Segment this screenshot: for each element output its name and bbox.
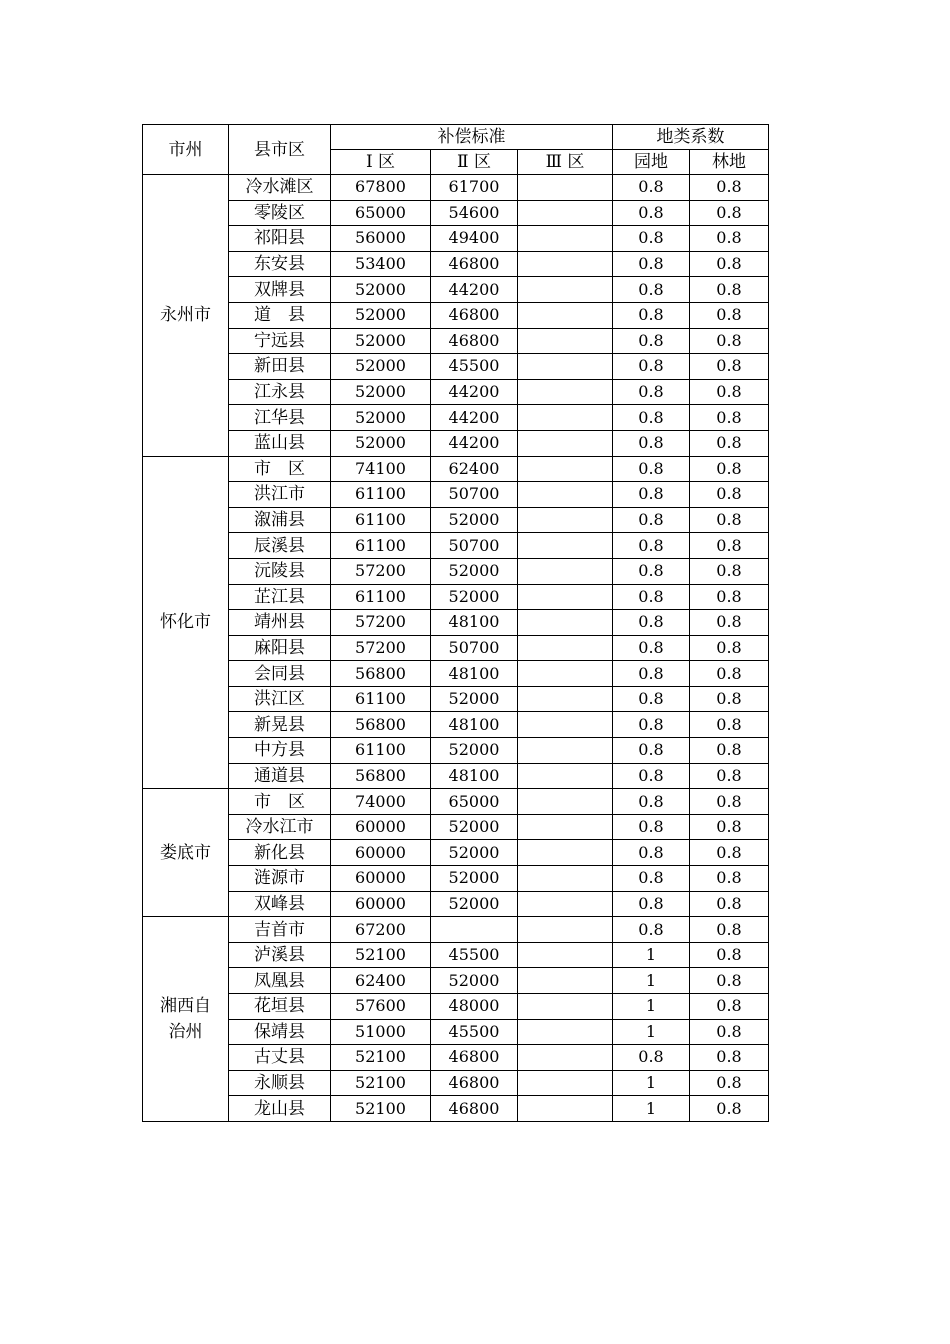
- orchard-coef: 0.8: [613, 584, 690, 610]
- forest-coef: 0.8: [690, 1096, 769, 1122]
- table-row: [143, 558, 769, 584]
- county-cell: 新晃县: [229, 712, 331, 738]
- zone1-value: 60000: [331, 840, 431, 866]
- table-row: [143, 379, 769, 405]
- forest-coef: 0.8: [690, 430, 769, 456]
- zone3-value: [518, 226, 613, 252]
- zone2-value: 52000: [431, 891, 518, 917]
- zone3-value: [518, 507, 613, 533]
- county-cell: 靖州县: [229, 610, 331, 636]
- table-row: [143, 1096, 769, 1122]
- table-row: [143, 610, 769, 636]
- zone3-value: [518, 277, 613, 303]
- orchard-coef: 1: [613, 1019, 690, 1045]
- county-cell: 吉首市: [229, 917, 331, 943]
- county-cell: 通道县: [229, 763, 331, 789]
- zone1-value: 61100: [331, 738, 431, 764]
- zone1-value: 56800: [331, 661, 431, 687]
- zone2-value: 50700: [431, 482, 518, 508]
- orchard-coef: 0.8: [613, 302, 690, 328]
- zone1-value: 56000: [331, 226, 431, 252]
- county-cell: 新田县: [229, 354, 331, 380]
- zone2-value: 52000: [431, 968, 518, 994]
- zone3-value: [518, 175, 613, 201]
- forest-coef: 0.8: [690, 200, 769, 226]
- forest-coef: 0.8: [690, 994, 769, 1020]
- orchard-coef: 1: [613, 994, 690, 1020]
- table-row: [143, 840, 769, 866]
- table-row: [143, 328, 769, 354]
- table-row: [143, 482, 769, 508]
- orchard-coef: 1: [613, 968, 690, 994]
- zone1-value: 52000: [331, 302, 431, 328]
- zone2-value: 52000: [431, 686, 518, 712]
- table-row: [143, 866, 769, 892]
- zone3-value: [518, 738, 613, 764]
- zone3-value: [518, 379, 613, 405]
- zone1-value: 52100: [331, 1070, 431, 1096]
- zone3-value: [518, 354, 613, 380]
- zone1-value: 52000: [331, 379, 431, 405]
- forest-coef: 0.8: [690, 277, 769, 303]
- city-cell: 湘西自治州: [143, 917, 229, 1122]
- forest-coef: 0.8: [690, 866, 769, 892]
- zone1-value: 67800: [331, 175, 431, 201]
- zone2-value: 61700: [431, 175, 518, 201]
- zone2-value: 44200: [431, 277, 518, 303]
- zone3-value: [518, 1096, 613, 1122]
- zone1-value: 52000: [331, 277, 431, 303]
- zone1-value: 57200: [331, 610, 431, 636]
- zone3-value: [518, 610, 613, 636]
- forest-coef: 0.8: [690, 558, 769, 584]
- zone1-value: 53400: [331, 251, 431, 277]
- zone2-value: 44200: [431, 379, 518, 405]
- orchard-coef: 0.8: [613, 482, 690, 508]
- zone2-value: 48100: [431, 763, 518, 789]
- zone2-value: 46800: [431, 328, 518, 354]
- zone3-value: [518, 405, 613, 431]
- zone3-value: [518, 456, 613, 482]
- header-compensation: 补偿标准: [331, 125, 613, 150]
- zone3-value: [518, 763, 613, 789]
- forest-coef: 0.8: [690, 712, 769, 738]
- zone2-value: 54600: [431, 200, 518, 226]
- orchard-coef: 0.8: [613, 738, 690, 764]
- table-row: [143, 661, 769, 687]
- header-orchard: 园地: [613, 150, 690, 175]
- forest-coef: 0.8: [690, 456, 769, 482]
- forest-coef: 0.8: [690, 635, 769, 661]
- forest-coef: 0.8: [690, 354, 769, 380]
- table-row: [143, 584, 769, 610]
- zone1-value: 57200: [331, 635, 431, 661]
- zone2-value: 52000: [431, 738, 518, 764]
- county-cell: 沅陵县: [229, 558, 331, 584]
- table-row: [143, 917, 769, 943]
- table-row: [143, 686, 769, 712]
- table-row: [143, 175, 769, 201]
- zone2-value: 45500: [431, 354, 518, 380]
- zone3-value: [518, 328, 613, 354]
- zone1-value: 52000: [331, 405, 431, 431]
- orchard-coef: 0.8: [613, 379, 690, 405]
- zone2-value: 50700: [431, 533, 518, 559]
- orchard-coef: 0.8: [613, 686, 690, 712]
- zone1-value: 57600: [331, 994, 431, 1020]
- orchard-coef: 0.8: [613, 405, 690, 431]
- orchard-coef: 0.8: [613, 175, 690, 201]
- zone2-value: 52000: [431, 814, 518, 840]
- table-row: [143, 277, 769, 303]
- zone2-value: 46800: [431, 302, 518, 328]
- zone2-value: 52000: [431, 507, 518, 533]
- county-cell: 零陵区: [229, 200, 331, 226]
- orchard-coef: 0.8: [613, 789, 690, 815]
- zone1-value: 61100: [331, 686, 431, 712]
- zone2-value: 48100: [431, 610, 518, 636]
- forest-coef: 0.8: [690, 226, 769, 252]
- county-cell: 蓝山县: [229, 430, 331, 456]
- zone1-value: 60000: [331, 814, 431, 840]
- orchard-coef: 0.8: [613, 558, 690, 584]
- forest-coef: 0.8: [690, 763, 769, 789]
- county-cell: 凤凰县: [229, 968, 331, 994]
- zone3-value: [518, 942, 613, 968]
- zone1-value: 56800: [331, 763, 431, 789]
- forest-coef: 0.8: [690, 942, 769, 968]
- header-coefficient: 地类系数: [613, 125, 769, 150]
- county-cell: 涟源市: [229, 866, 331, 892]
- county-cell: 芷江县: [229, 584, 331, 610]
- forest-coef: 0.8: [690, 814, 769, 840]
- county-cell: 道 县: [229, 302, 331, 328]
- orchard-coef: 0.8: [613, 866, 690, 892]
- city-cell: 永州市: [143, 175, 229, 457]
- orchard-coef: 0.8: [613, 251, 690, 277]
- zone3-value: [518, 1070, 613, 1096]
- zone2-value: 48000: [431, 994, 518, 1020]
- orchard-coef: 0.8: [613, 277, 690, 303]
- zone3-value: [518, 840, 613, 866]
- forest-coef: 0.8: [690, 328, 769, 354]
- county-cell: 古丈县: [229, 1045, 331, 1071]
- table-row: [143, 763, 769, 789]
- county-cell: 溆浦县: [229, 507, 331, 533]
- zone2-value: 50700: [431, 635, 518, 661]
- county-cell: 龙山县: [229, 1096, 331, 1122]
- county-cell: 洪江区: [229, 686, 331, 712]
- orchard-coef: 0.8: [613, 354, 690, 380]
- zone1-value: 61100: [331, 584, 431, 610]
- header-zone-3: Ⅲ 区: [518, 150, 613, 175]
- forest-coef: 0.8: [690, 175, 769, 201]
- compensation-table: [142, 124, 769, 1122]
- zone2-value: 49400: [431, 226, 518, 252]
- orchard-coef: 0.8: [613, 712, 690, 738]
- county-cell: 中方县: [229, 738, 331, 764]
- city-cell: 娄底市: [143, 789, 229, 917]
- orchard-coef: 0.8: [613, 840, 690, 866]
- orchard-coef: 1: [613, 1070, 690, 1096]
- table-row: [143, 635, 769, 661]
- orchard-coef: 0.8: [613, 814, 690, 840]
- zone3-value: [518, 302, 613, 328]
- zone2-value: 44200: [431, 405, 518, 431]
- zone3-value: [518, 533, 613, 559]
- zone3-value: [518, 917, 613, 943]
- zone2-value: 52000: [431, 840, 518, 866]
- county-cell: 麻阳县: [229, 635, 331, 661]
- zone2-value: 52000: [431, 584, 518, 610]
- county-cell: 永顺县: [229, 1070, 331, 1096]
- county-cell: 保靖县: [229, 1019, 331, 1045]
- orchard-coef: 0.8: [613, 635, 690, 661]
- zone1-value: 60000: [331, 866, 431, 892]
- table-row: [143, 994, 769, 1020]
- zone1-value: 61100: [331, 507, 431, 533]
- table-row: [143, 1045, 769, 1071]
- county-cell: 冷水滩区: [229, 175, 331, 201]
- forest-coef: 0.8: [690, 789, 769, 815]
- county-cell: 辰溪县: [229, 533, 331, 559]
- table-row: [143, 712, 769, 738]
- zone1-value: 52100: [331, 1045, 431, 1071]
- orchard-coef: 0.8: [613, 610, 690, 636]
- county-cell: 泸溪县: [229, 942, 331, 968]
- forest-coef: 0.8: [690, 968, 769, 994]
- forest-coef: 0.8: [690, 840, 769, 866]
- forest-coef: 0.8: [690, 917, 769, 943]
- forest-coef: 0.8: [690, 610, 769, 636]
- zone2-value: 44200: [431, 430, 518, 456]
- zone2-value: 48100: [431, 661, 518, 687]
- county-cell: 洪江市: [229, 482, 331, 508]
- zone1-value: 65000: [331, 200, 431, 226]
- orchard-coef: 0.8: [613, 891, 690, 917]
- forest-coef: 0.8: [690, 686, 769, 712]
- forest-coef: 0.8: [690, 251, 769, 277]
- county-cell: 双牌县: [229, 277, 331, 303]
- zone3-value: [518, 994, 613, 1020]
- table-row: [143, 738, 769, 764]
- zone1-value: 52000: [331, 354, 431, 380]
- table-row: [143, 942, 769, 968]
- county-cell: 东安县: [229, 251, 331, 277]
- zone2-value: 48100: [431, 712, 518, 738]
- county-cell: 双峰县: [229, 891, 331, 917]
- forest-coef: 0.8: [690, 661, 769, 687]
- zone2-value: 46800: [431, 1070, 518, 1096]
- table-row: [143, 456, 769, 482]
- forest-coef: 0.8: [690, 302, 769, 328]
- forest-coef: 0.8: [690, 738, 769, 764]
- orchard-coef: 0.8: [613, 328, 690, 354]
- forest-coef: 0.8: [690, 891, 769, 917]
- table-row: [143, 251, 769, 277]
- forest-coef: 0.8: [690, 1045, 769, 1071]
- zone1-value: 52100: [331, 942, 431, 968]
- zone1-value: 62400: [331, 968, 431, 994]
- table-row: [143, 354, 769, 380]
- orchard-coef: 0.8: [613, 200, 690, 226]
- county-cell: 宁远县: [229, 328, 331, 354]
- zone3-value: [518, 558, 613, 584]
- zone3-value: [518, 1019, 613, 1045]
- zone3-value: [518, 430, 613, 456]
- county-cell: 祁阳县: [229, 226, 331, 252]
- table-row: [143, 430, 769, 456]
- forest-coef: 0.8: [690, 533, 769, 559]
- table-row: [143, 1019, 769, 1045]
- zone1-value: 60000: [331, 891, 431, 917]
- orchard-coef: 0.8: [613, 661, 690, 687]
- forest-coef: 0.8: [690, 507, 769, 533]
- header-city: 市州: [143, 125, 229, 175]
- table-row: [143, 200, 769, 226]
- county-cell: 冷水江市: [229, 814, 331, 840]
- compensation-table-container: [142, 124, 769, 1122]
- zone3-value: [518, 814, 613, 840]
- orchard-coef: 1: [613, 1096, 690, 1122]
- zone3-value: [518, 1045, 613, 1071]
- county-cell: 市 区: [229, 789, 331, 815]
- header-forest: 林地: [690, 150, 769, 175]
- zone3-value: [518, 482, 613, 508]
- table-row: [143, 507, 769, 533]
- city-cell: 怀化市: [143, 456, 229, 789]
- zone2-value: 45500: [431, 1019, 518, 1045]
- orchard-coef: 0.8: [613, 507, 690, 533]
- county-cell: 花垣县: [229, 994, 331, 1020]
- header-county: 县市区: [229, 125, 331, 175]
- table-row: [143, 302, 769, 328]
- county-cell: 江永县: [229, 379, 331, 405]
- zone1-value: 61100: [331, 533, 431, 559]
- header-zone-2: Ⅱ 区: [431, 150, 518, 175]
- orchard-coef: 0.8: [613, 533, 690, 559]
- forest-coef: 0.8: [690, 405, 769, 431]
- zone2-value: 46800: [431, 251, 518, 277]
- forest-coef: 0.8: [690, 1070, 769, 1096]
- orchard-coef: 0.8: [613, 430, 690, 456]
- zone3-value: [518, 968, 613, 994]
- table-body: [143, 175, 769, 1122]
- zone1-value: 74100: [331, 456, 431, 482]
- zone2-value: 46800: [431, 1045, 518, 1071]
- zone2-value: 52000: [431, 558, 518, 584]
- zone3-value: [518, 635, 613, 661]
- county-cell: 新化县: [229, 840, 331, 866]
- table-row: [143, 891, 769, 917]
- zone3-value: [518, 251, 613, 277]
- county-cell: 市 区: [229, 456, 331, 482]
- zone3-value: [518, 686, 613, 712]
- zone3-value: [518, 866, 613, 892]
- zone2-value: 65000: [431, 789, 518, 815]
- table-row: [143, 533, 769, 559]
- table-row: [143, 968, 769, 994]
- zone3-value: [518, 891, 613, 917]
- county-cell: 会同县: [229, 661, 331, 687]
- zone1-value: 67200: [331, 917, 431, 943]
- table-row: [143, 226, 769, 252]
- zone1-value: 51000: [331, 1019, 431, 1045]
- table-row: [143, 1070, 769, 1096]
- zone3-value: [518, 200, 613, 226]
- forest-coef: 0.8: [690, 1019, 769, 1045]
- zone3-value: [518, 712, 613, 738]
- forest-coef: 0.8: [690, 379, 769, 405]
- forest-coef: 0.8: [690, 482, 769, 508]
- table-header: [143, 125, 769, 175]
- zone2-value: 52000: [431, 866, 518, 892]
- header-zone-1: Ⅰ 区: [331, 150, 431, 175]
- table-row: [143, 814, 769, 840]
- zone1-value: 52100: [331, 1096, 431, 1122]
- county-cell: 江华县: [229, 405, 331, 431]
- zone1-value: 61100: [331, 482, 431, 508]
- zone2-value: [431, 917, 518, 943]
- orchard-coef: 0.8: [613, 763, 690, 789]
- zone1-value: 52000: [331, 430, 431, 456]
- orchard-coef: 1: [613, 942, 690, 968]
- zone3-value: [518, 661, 613, 687]
- orchard-coef: 0.8: [613, 917, 690, 943]
- zone1-value: 56800: [331, 712, 431, 738]
- zone1-value: 74000: [331, 789, 431, 815]
- zone3-value: [518, 584, 613, 610]
- orchard-coef: 0.8: [613, 456, 690, 482]
- orchard-coef: 0.8: [613, 1045, 690, 1071]
- table-row: [143, 789, 769, 815]
- zone1-value: 52000: [331, 328, 431, 354]
- forest-coef: 0.8: [690, 584, 769, 610]
- zone1-value: 57200: [331, 558, 431, 584]
- zone2-value: 46800: [431, 1096, 518, 1122]
- table-row: [143, 405, 769, 431]
- orchard-coef: 0.8: [613, 226, 690, 252]
- zone2-value: 45500: [431, 942, 518, 968]
- zone3-value: [518, 789, 613, 815]
- zone2-value: 62400: [431, 456, 518, 482]
